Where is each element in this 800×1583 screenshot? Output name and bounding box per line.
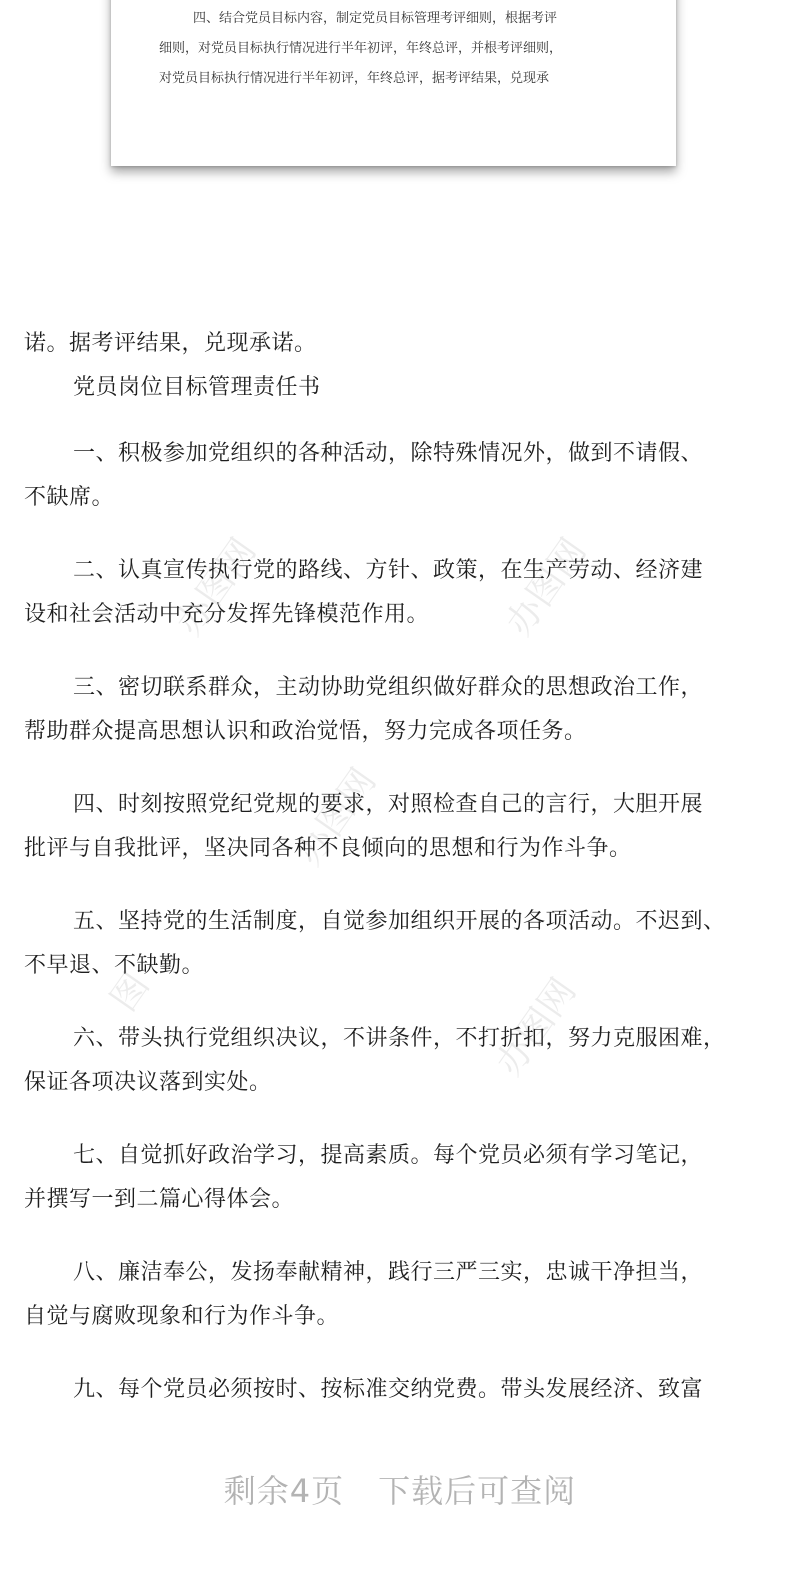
paragraph-line: 批评与自我批评，坚决同各种不良倾向的思想和行为作斗争。 bbox=[24, 836, 632, 861]
paragraph-line: 不早退、不缺勤。 bbox=[24, 953, 205, 978]
paragraph bbox=[24, 1368, 776, 1412]
watermark-text: 办图网 bbox=[498, 531, 595, 644]
preview-page-card bbox=[111, 0, 676, 166]
download-to-view-label: 下载后可查阅 bbox=[378, 1472, 577, 1510]
paragraph-line: 不缺席。 bbox=[24, 485, 115, 510]
paragraph bbox=[24, 666, 776, 754]
watermark-text: 办图网 bbox=[288, 761, 385, 874]
paragraph bbox=[24, 1251, 776, 1339]
preview-text bbox=[159, 4, 639, 94]
continuation-line: 诺。据考评结果，兑现承诺。 bbox=[24, 331, 317, 356]
preview-line: 四、结合党员目标内容，制定党员目标管理考评细则，根据考评 bbox=[193, 11, 558, 26]
paragraph-line: 五、坚持党的生活制度，自觉参加组织开展的各项活动。不迟到、 bbox=[73, 909, 726, 934]
preview-line: 对党员目标执行情况进行半年初评，年终总评，据考评结果，兑现承 bbox=[159, 71, 550, 86]
download-prompt[interactable] bbox=[0, 1466, 800, 1512]
paragraph-line: 四、时刻按照党纪党规的要求，对照检查自己的言行，大胆开展 bbox=[73, 792, 704, 817]
paragraph bbox=[24, 1017, 776, 1105]
paragraph-line: 一、积极参加党组织的各种活动，除特殊情况外，做到不请假、 bbox=[73, 441, 704, 466]
paragraph-line: 帮助群众提高思想认识和政治觉悟，努力完成各项任务。 bbox=[24, 719, 587, 744]
watermark-text: 办图网 bbox=[488, 971, 585, 1084]
document-title: 党员岗位目标管理责任书 bbox=[73, 375, 321, 400]
paragraph-line: 二、认真宣传执行党的路线、方针、政策，在生产劳动、经济建 bbox=[73, 558, 704, 583]
paragraph bbox=[24, 1134, 776, 1222]
paragraph-line: 六、带头执行党组织决议，不讲条件，不打折扣，努力克服困难， bbox=[73, 1026, 726, 1051]
preview-line: 细则，对党员目标执行情况进行半年初评，年终总评，并根考评细则， bbox=[159, 41, 563, 56]
watermark-text: 图 bbox=[103, 965, 158, 1019]
paragraph-line: 保证各项决议落到实处。 bbox=[24, 1070, 272, 1095]
document-body bbox=[24, 322, 776, 1412]
paragraph bbox=[24, 783, 776, 871]
paragraph-line: 并撰写一到二篇心得体会。 bbox=[24, 1187, 295, 1212]
paragraph-line: 自觉与腐败现象和行为作斗争。 bbox=[24, 1304, 340, 1329]
paragraph bbox=[24, 432, 776, 520]
paragraph-line: 三、密切联系群众，主动协助党组织做好群众的思想政治工作， bbox=[73, 675, 704, 700]
paragraph-line: 设和社会活动中充分发挥先锋模范作用。 bbox=[24, 602, 430, 627]
paragraph bbox=[24, 900, 776, 988]
paragraph-line: 八、廉洁奉公，发扬奉献精神，践行三严三实，忠诚干净担当， bbox=[73, 1260, 704, 1285]
paragraph-line: 七、自觉抓好政治学习，提高素质。每个党员必须有学习笔记， bbox=[73, 1143, 704, 1168]
remaining-pages-label: 剩余4页 bbox=[223, 1472, 345, 1510]
paragraph-line: 九、每个党员必须按时、按标准交纳党费。带头发展经济、致富 bbox=[73, 1377, 704, 1402]
paragraph bbox=[24, 549, 776, 637]
watermark-text: 办图网 bbox=[168, 531, 265, 644]
